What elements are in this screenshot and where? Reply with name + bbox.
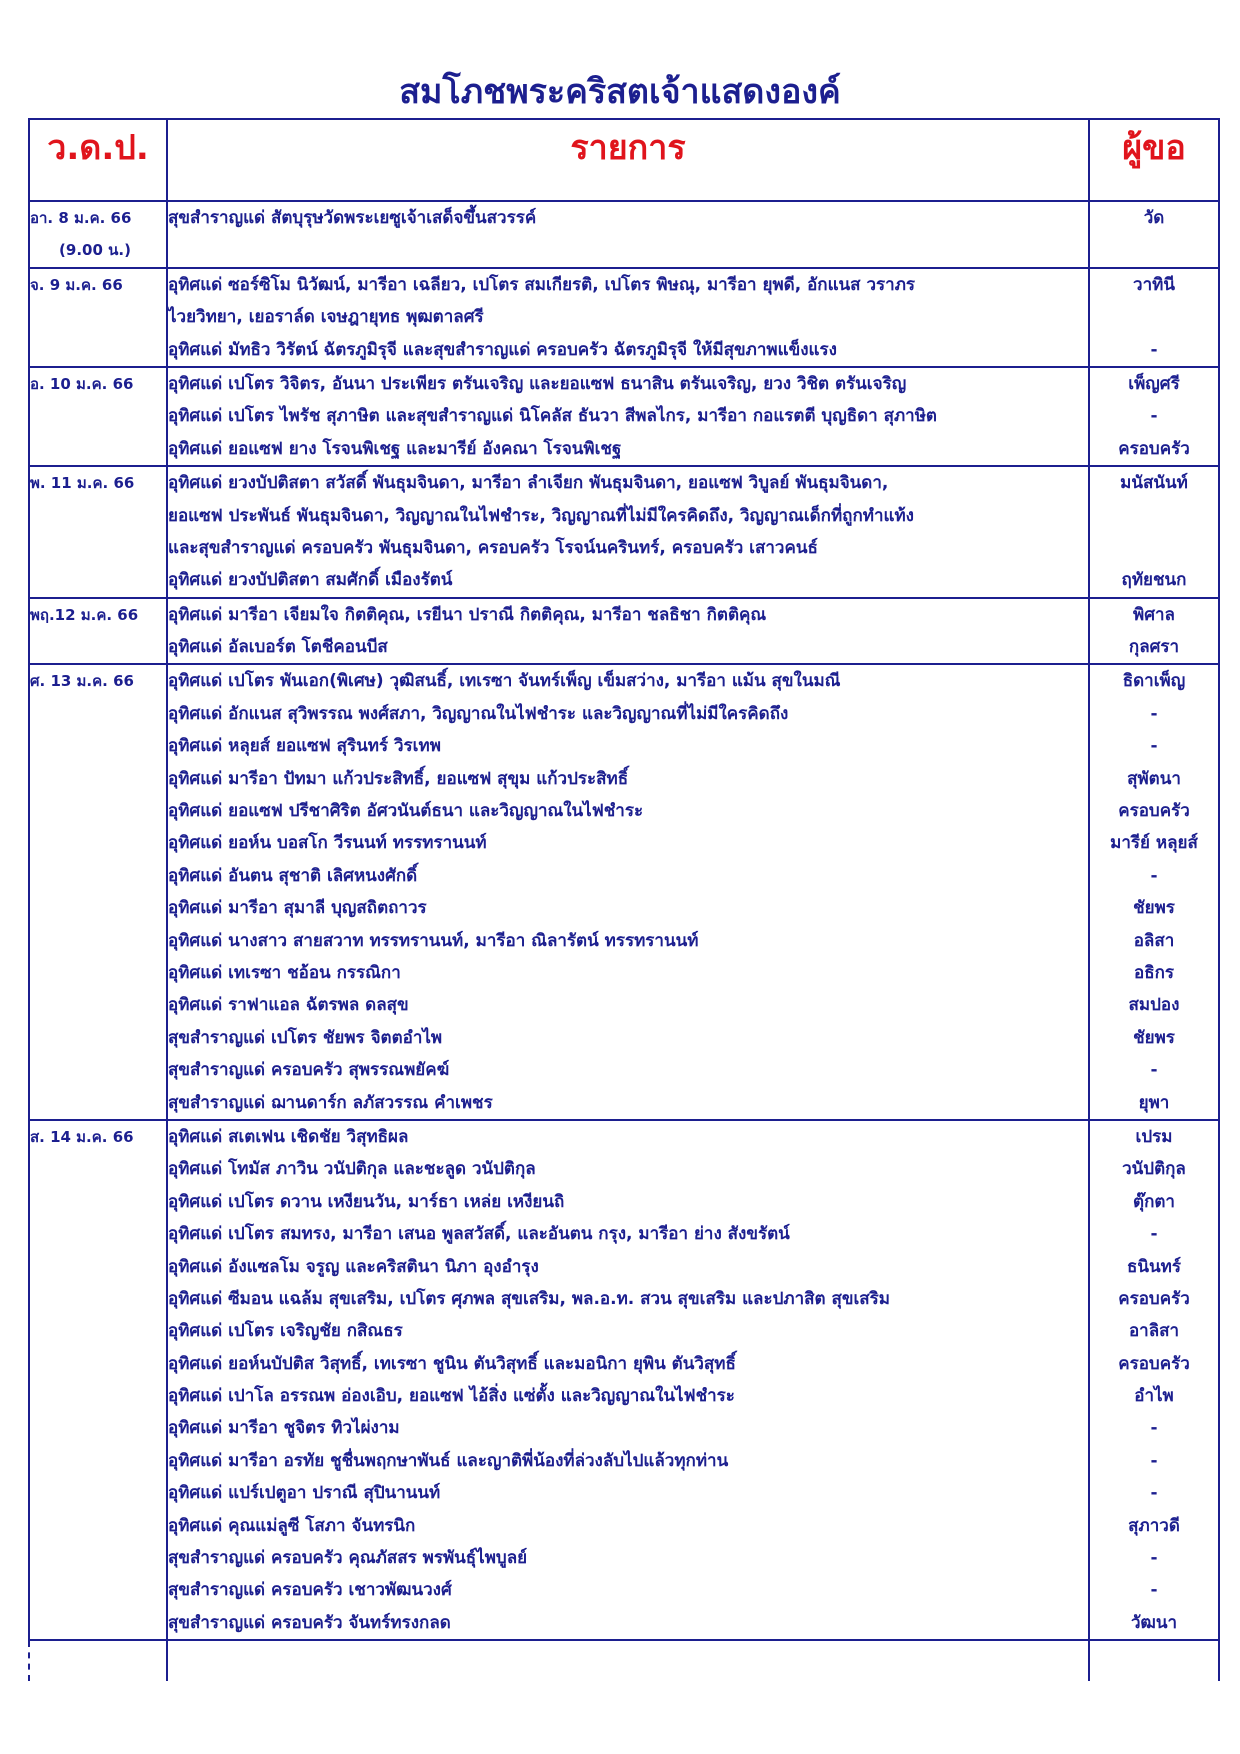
requester-text	[1090, 234, 1218, 266]
intention-text: อุทิศแด่ มารีอา เจียมใจ กิตติคุณ, เรยีนา ปราณี กิตติคุณ, มารีอา ชลธิชา กิตติคุณ	[168, 604, 767, 625]
intention-text: สุขสำราญแด่ ครอบครัว คุณภัสสร พรพันธุ์ไพบูลย์	[168, 1548, 528, 1569]
date-cell	[29, 1120, 167, 1640]
intention-text: อุทิศแด่ เปาโล อรรณพ อ่องเอิบ, ยอแซฟ ไอ้สิ่ง แซ่ตั้ง และวิญญาณในไฟชำระ	[168, 1386, 735, 1407]
requester-text: -	[1150, 406, 1158, 427]
intention-text: อุทิศแด่ แปร์เปตูอา ปราณี สุปินานนท์	[168, 1483, 441, 1504]
requester-text: วัฒนา	[1130, 1612, 1178, 1633]
intention-text: สุขสำราญแด่ สัตบุรุษวัดพระเยซูเจ้าเสด็จขึ้นสวรรค์	[168, 208, 537, 228]
requester-text: -	[1150, 1483, 1158, 1504]
items-cell	[167, 598, 1089, 665]
intention-text: อุทิศแด่ นางสาว สายสวาท ทรรทรานนท์, มารีอา ณิลารัตน์ ทรรทรานนท์	[168, 930, 699, 951]
requester-cell	[1089, 268, 1219, 367]
requester-text: กุลศรา	[1128, 637, 1180, 658]
date-cell	[29, 664, 167, 1119]
intention-text: อุทิศแด่ ยวงบัปติสตา สวัสดิ์ พันธุมจินดา, มารีอา ลำเจียก พันธุมจินดา, ยอแซฟ วิบูลย์ พันธุมจินดา,	[168, 473, 889, 494]
requester-text: สมปอง	[1128, 995, 1180, 1016]
date-text: พฤ.12 ม.ค. 66	[30, 605, 139, 624]
requester-text: วนัปติกุล	[1122, 1159, 1186, 1180]
intention-text: อุทิศแด่ ซอร์ซิโม นิวัฒน์, มารีอา เฉลียว, เปโตร สมเกียรติ, เปโตร พิษณุ, มารีอา ยุพดี, อักแนส วราภร	[168, 274, 916, 295]
date-cell	[29, 1640, 167, 1681]
requester-text	[1090, 532, 1218, 564]
intention-text: อุทิศแด่ คุณแม่ลูซี โสภา จันทรนิก	[168, 1515, 416, 1536]
requester-text: อำไพ	[1134, 1386, 1174, 1407]
items-cell	[167, 367, 1089, 466]
items-cell	[167, 268, 1089, 367]
header-requester: ผู้ขอ	[1089, 119, 1219, 201]
requester-cell	[1089, 664, 1219, 1119]
requester-text: วัด	[1143, 208, 1165, 228]
intention-text: อุทิศแด่ มัทธิว วิรัตน์ ฉัตรภูมิรุจี และสุขสำราญแด่ ครอบครัว ฉัตรภูมิรุจี ให้มีสุขภาพแข็งแรง	[168, 339, 837, 360]
table-row	[29, 1120, 1219, 1640]
intention-text	[168, 234, 1088, 266]
requester-text: -	[1150, 1224, 1158, 1245]
requester-text: อลิสา	[1133, 930, 1175, 951]
intention-text: อุทิศแด่ ยอห์นบัปติส วิสุทธิ์, เทเรซา ชูนิน ตันวิสุทธิ์ และมอนิกา ยุพิน ตันวิสุทธิ์	[168, 1353, 736, 1374]
intention-text: อุทิศแด่ ยอแซฟ ยาง โรจนพิเชฐ และมารีย์ อังคณา โรจนพิเชฐ	[168, 438, 622, 459]
header-items: รายการ	[167, 119, 1089, 201]
table-row	[29, 598, 1219, 665]
requester-text: อาลิสา	[1128, 1321, 1180, 1342]
intention-text: อุทิศแด่ ราฟาแอล ฉัตรพล ดลสุข	[168, 995, 409, 1016]
requester-text: พิศาล	[1133, 604, 1175, 625]
intention-text: อุทิศแด่ เทเรซา ชอ้อน กรรณิกา	[168, 962, 401, 983]
requester-text: -	[1150, 1418, 1158, 1439]
intention-text: อุทิศแด่ เปโตร วิจิตร, อันนา ประเพียร ตรันเจริญ และยอแซฟ ธนาสิน ตรันเจริญ, ยวง วิชิต ตรันเจริญ	[168, 373, 907, 394]
requester-text: ตุ๊กตา	[1133, 1191, 1175, 1212]
requester-text	[1090, 301, 1218, 333]
items-cell	[167, 201, 1089, 268]
intention-text: สุขสำราญแด่ เปโตร ชัยพร จิตตอำไพ	[168, 1027, 443, 1048]
requester-cell	[1089, 466, 1219, 598]
intention-text: อุทิศแด่ เปโตร พันเอก(พิเศษ) วุฒิสนธิ์, เทเรซา จันทร์เพ็ญ เข็มสว่าง, มารีอา แม้น สุขในมณี	[168, 671, 841, 692]
date-cell	[29, 598, 167, 665]
intention-text: อุทิศแด่ มารีอา ชูจิตร ทิวไผ่งาม	[168, 1418, 400, 1439]
intention-text: อุทิศแด่ เปโตร เจริญชัย กสิณธร	[168, 1321, 403, 1342]
date-time-text: (9.00 น.)	[59, 241, 131, 259]
requester-text: ครอบครัว	[1118, 1288, 1190, 1309]
intention-text: อุทิศแด่ มารีอา อรทัย ชูชื่นพฤกษาพันธ์ และญาติพี่น้องที่ล่วงลับไปแล้วทุกท่าน	[168, 1450, 729, 1471]
table-row	[29, 466, 1219, 598]
intention-text: อุทิศแด่ ยวงบัปติสตา สมศักดิ์ เมืองรัตน์	[168, 570, 453, 591]
intention-text: อุทิศแด่ อักแนส สุวิพรรณ พงศ์สภา, วิญญาณในไฟชำระ และวิญญาณที่ไม่มีใครคิดถึง	[168, 703, 789, 724]
requester-text: อธิกร	[1133, 962, 1174, 983]
table-row	[29, 268, 1219, 367]
requester-text: ครอบครัว	[1118, 438, 1190, 459]
date-text: พ. 11 ม.ค. 66	[30, 474, 135, 493]
intention-text: อุทิศแด่ เปโตร ดวาน เหงียนวัน, มาร์ธา เหล่ย เหงียนถิ	[168, 1191, 565, 1212]
requester-text: -	[1150, 339, 1158, 360]
requester-text: สุพัตนา	[1127, 768, 1181, 789]
table-header-row	[29, 119, 1219, 201]
requester-text: ชัยพร	[1133, 898, 1175, 919]
requester-text: เปรม	[1135, 1126, 1173, 1147]
date-text: อา. 8 ม.ค. 66	[30, 209, 132, 227]
intention-text: อุทิศแด่ ยอห์น บอสโก วีรนนท์ ทรรทรานนท์	[168, 833, 487, 854]
requester-text: ชัยพร	[1133, 1027, 1175, 1048]
date-text: อ. 10 ม.ค. 66	[30, 374, 134, 393]
intention-text: อุทิศแด่ ยอแซฟ ปรีชาศิริต อัศวนันต์ธนา และวิญญาณในไฟชำระ	[168, 801, 644, 822]
intention-text: อุทิศแด่ มารีอา สุมาลี บุญสถิตถาวร	[168, 898, 427, 919]
requester-text: ธนินทร์	[1127, 1256, 1181, 1277]
intention-text: อุทิศแด่ มารีอา ปัทมา แก้วประสิทธิ์, ยอแซฟ สุขุม แก้วประสิทธิ์	[168, 768, 629, 789]
intention-text: สุขสำราญแด่ ฌานดาร์ก ลภัสวรรณ คำเพชร	[168, 1092, 493, 1113]
table-row	[29, 201, 1219, 268]
intention-text: ไวยวิทยา, เยอราล์ด เจษฎายุทธ พุฒตาลศรี	[168, 307, 484, 328]
table-row	[29, 664, 1219, 1119]
requester-text: -	[1150, 1548, 1158, 1569]
intention-text: อุทิศแด่ สเตเฟน เชิดชัย วิสุทธิผล	[168, 1126, 409, 1147]
requester-cell	[1089, 201, 1219, 268]
requester-text: -	[1150, 703, 1158, 724]
date-text: ส. 14 ม.ค. 66	[30, 1127, 134, 1146]
requester-text	[1090, 500, 1218, 532]
header-date: ว.ด.ป.	[29, 119, 167, 201]
requester-text: เพ็ญศรี	[1128, 373, 1180, 394]
page-title: สมโภชพระคริสตเจ้าแสดงองค์	[399, 72, 841, 112]
requester-text: ครอบครัว	[1118, 801, 1190, 822]
items-cell	[167, 664, 1089, 1119]
items-cell	[167, 1120, 1089, 1640]
mass-intention-table	[28, 118, 1220, 1681]
requester-cell	[1089, 598, 1219, 665]
intention-text: ยอแซฟ ประพันธ์ พันธุมจินดา, วิญญาณในไฟชำระ, วิญญาณที่ไม่มีใครคิดถึง, วิญญาณเด็กที่ถูกทำแท้ง	[168, 505, 914, 526]
items-cell	[167, 1640, 1089, 1681]
requester-cell	[1089, 1640, 1219, 1681]
intention-text: อุทิศแด่ เปโตร ไพรัช สุภาษิต และสุขสำราญแด่ นิโคลัส ธันวา สีพลไกร, มารีอา กอแรตตี บุญธิดา สุภาษิต	[168, 406, 937, 427]
intention-text: อุทิศแด่ อัลเบอร์ต โตชีคอนบีส	[168, 637, 388, 658]
intention-text: อุทิศแด่ อันตน สุชาติ เลิศหนงศักดิ์	[168, 865, 418, 886]
requester-text: ธิดาเพ็ญ	[1122, 671, 1186, 692]
requester-cell	[1089, 367, 1219, 466]
intention-text: สุขสำราญแด่ ครอบครัว จันทร์ทรงกลด	[168, 1612, 451, 1633]
requester-text: มนัสนันท์	[1120, 473, 1188, 494]
requester-text: -	[1150, 736, 1158, 757]
intention-text: และสุขสำราญแด่ ครอบครัว พันธุมจินดา, ครอบครัว โรจน์นครินทร์, ครอบครัว เสาวคนธ์	[168, 537, 818, 558]
requester-text: -	[1150, 1580, 1158, 1601]
intention-text: อุทิศแด่ หลุยส์ ยอแซฟ สุรินทร์ วิรเทพ	[168, 736, 441, 757]
requester-text: -	[1150, 865, 1158, 886]
intention-text: อุทิศแด่ เปโตร สมทรง, มารีอา เสนอ พูลสวัสดิ์, และอันตน กรุง, มารีอา ย่าง สังขรัตน์	[168, 1224, 790, 1245]
table-row	[29, 367, 1219, 466]
date-text: จ. 9 ม.ค. 66	[30, 275, 123, 294]
intention-text: อุทิศแด่ อังแซลโม จรูญ และคริสตินา นิภา อุงอำรุง	[168, 1256, 539, 1277]
requester-text: มารีย์ หลุยส์	[1110, 833, 1198, 854]
intention-text: อุทิศแด่ ซีมอน แฉล้ม สุขเสริม, เปโตร ศุภพล สุขเสริม, พล.อ.ท. สวน สุขเสริม และปภาสิต สุขเสริม	[168, 1288, 890, 1309]
requester-cell	[1089, 1120, 1219, 1640]
date-cell	[29, 201, 167, 268]
requester-text: ยุพา	[1138, 1092, 1170, 1113]
requester-text: ฤทัยชนก	[1121, 570, 1187, 591]
date-cell	[29, 466, 167, 598]
requester-text: สุภาวดี	[1128, 1515, 1180, 1536]
date-cell	[29, 367, 167, 466]
intention-text: อุทิศแด่ โทมัส ภาวิน วนัปติกุล และชะลูด วนัปติกุล	[168, 1159, 536, 1180]
table-body	[29, 201, 1219, 1681]
table-row-continuation	[29, 1640, 1219, 1681]
intention-text: สุขสำราญแด่ ครอบครัว เชาวพัฒนวงศ์	[168, 1580, 452, 1601]
date-text: ศ. 13 ม.ค. 66	[30, 672, 134, 691]
requester-text: ครอบครัว	[1118, 1353, 1190, 1374]
requester-text: วาทินี	[1133, 274, 1175, 295]
date-cell	[29, 268, 167, 367]
requester-text: -	[1150, 1060, 1158, 1081]
items-cell	[167, 466, 1089, 598]
intention-text: สุขสำราญแด่ ครอบครัว สุพรรณพยัคฆ์	[168, 1060, 450, 1081]
requester-text: -	[1150, 1450, 1158, 1471]
